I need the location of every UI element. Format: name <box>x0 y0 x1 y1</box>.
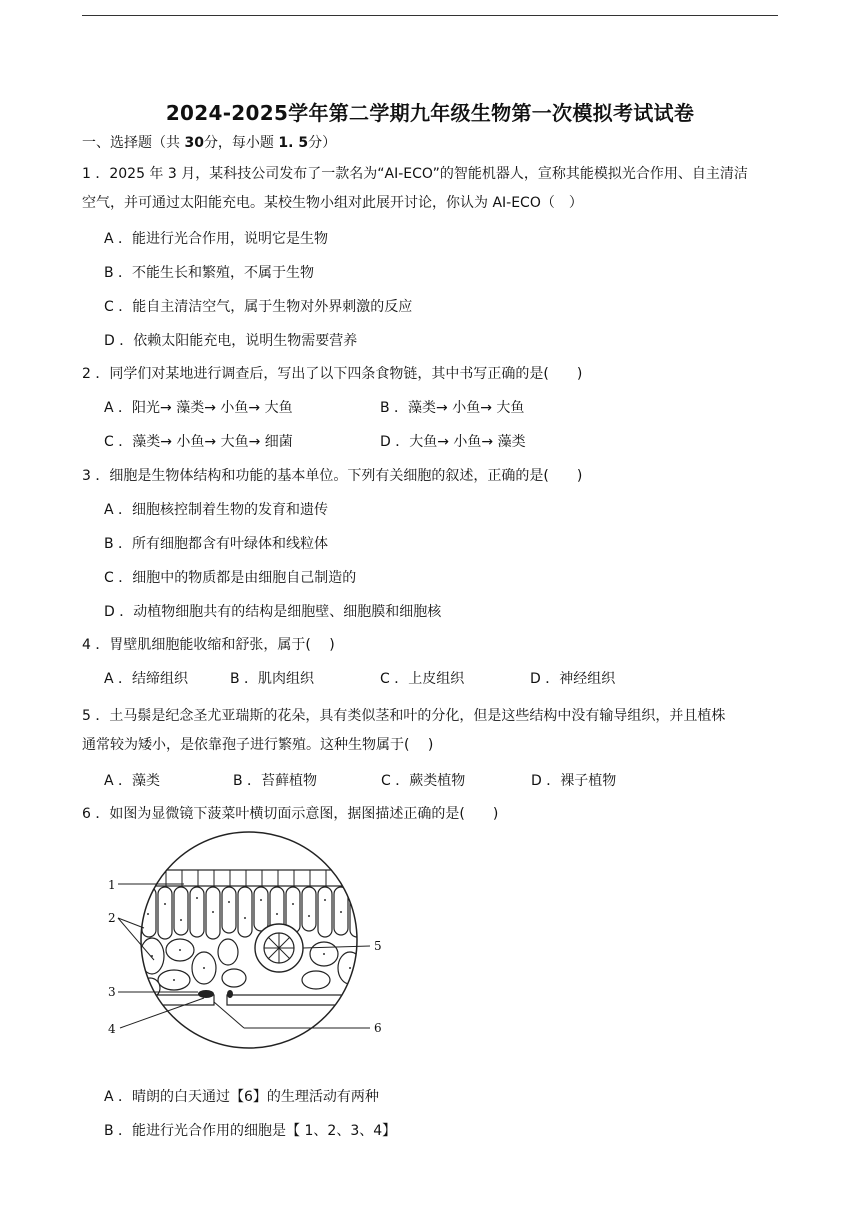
question-4-option-a[interactable]: A ．结缔组织 <box>104 671 189 687</box>
section-total-score: 30 <box>184 135 204 151</box>
question-4-stem: 4 ．胃壁肌细胞能收缩和舒张，属于( ) <box>82 637 335 653</box>
section-each-score: 1. 5 <box>278 135 309 151</box>
question-5-option-c[interactable]: C ．蕨类植物 <box>381 773 466 789</box>
figure-label-5: 5 <box>374 939 382 953</box>
figure-label-1: 1 <box>108 878 116 892</box>
question-5-option-b[interactable]: B ．苔藓植物 <box>233 773 318 789</box>
section-heading: 一、选择题（共 30分，每小题 1. 5分） <box>82 135 337 151</box>
figure-label-3: 3 <box>108 985 116 999</box>
question-5-option-a[interactable]: A ．藻类 <box>104 773 161 789</box>
question-1-option-d[interactable]: D ．依赖太阳能充电，说明生物需要营养 <box>104 333 358 349</box>
figure-label-6: 6 <box>374 1021 382 1035</box>
question-3-option-c[interactable]: C ．细胞中的物质都是由细胞自己制造的 <box>104 570 357 586</box>
question-4-option-d[interactable]: D ．神经组织 <box>530 671 616 687</box>
question-5-stem-line-1: 5 ．土马鬃是纪念圣尤亚瑞斯的花朵，具有类似茎和叶的分化，但是这些结构中没有输导组织，并且植株 <box>82 708 726 724</box>
question-2-option-d[interactable]: D ．大鱼→ 小鱼→ 藻类 <box>380 434 526 450</box>
question-2-option-c[interactable]: C ．藻类→ 小鱼→ 大鱼→ 细菌 <box>104 434 293 450</box>
leaf-tissue <box>134 870 374 1005</box>
question-1-stem-line-1: 1 ．2025 年 3 月，某科技公司发布了一款名为“AI-ECO”的智能机器人，宣称其能模拟光合作用、自主清洁 <box>82 166 748 182</box>
question-1-option-b[interactable]: B ．不能生长和繁殖，不属于生物 <box>104 265 315 281</box>
question-4-option-c[interactable]: C ．上皮组织 <box>380 671 465 687</box>
question-6-stem: 6 ．如图为显微镜下菠菜叶横切面示意图，据图描述正确的是( ) <box>82 806 499 822</box>
question-1-option-a[interactable]: A ．能进行光合作用，说明它是生物 <box>104 231 329 247</box>
question-3-option-b[interactable]: B ．所有细胞都含有叶绿体和线粒体 <box>104 536 329 552</box>
vein-bundle <box>255 924 303 972</box>
question-6-option-b[interactable]: B ．能进行光合作用的细胞是【 1、2、3、4】 <box>104 1123 397 1139</box>
question-5-stem-line-2: 通常较为矮小，是依靠孢子进行繁殖。这种生物属于( ) <box>82 737 434 753</box>
question-2-option-b[interactable]: B ．藻类→ 小鱼→ 大鱼 <box>380 400 525 416</box>
question-6-option-a[interactable]: A ．晴朗的白天通过【6】的生理活动有两种 <box>104 1089 379 1105</box>
page-title: 2024-2025学年第二学期九年级生物第一次模拟考试试卷 <box>165 101 695 125</box>
question-3-stem: 3 ．细胞是生物体结构和功能的基本单位。下列有关细胞的叙述，正确的是( ) <box>82 468 583 484</box>
question-2-option-a[interactable]: A ．阳光→ 藻类→ 小鱼→ 大鱼 <box>104 400 293 416</box>
leaf-cross-section-figure <box>104 828 394 1056</box>
question-1-option-c[interactable]: C ．能自主清洁空气，属于生物对外界刺激的反应 <box>104 299 413 315</box>
question-3-option-a[interactable]: A ．细胞核控制着生物的发育和遗传 <box>104 502 329 518</box>
question-5-option-d[interactable]: D ．裸子植物 <box>531 773 617 789</box>
question-3-option-d[interactable]: D ．动植物细胞共有的结构是细胞壁、细胞膜和细胞核 <box>104 604 442 620</box>
question-1-stem-line-2: 空气，并可通过太阳能充电。某校生物小组对此展开讨论，你认为 AI-ECO（ ） <box>82 195 583 211</box>
figure-label-4: 4 <box>108 1022 116 1036</box>
question-4-option-b[interactable]: B ．肌肉组织 <box>230 671 315 687</box>
header-rule <box>82 15 778 16</box>
figure-label-2: 2 <box>108 911 116 925</box>
question-2-stem: 2 ．同学们对某地进行调查后，写出了以下四条食物链，其中书写正确的是( ) <box>82 366 583 382</box>
